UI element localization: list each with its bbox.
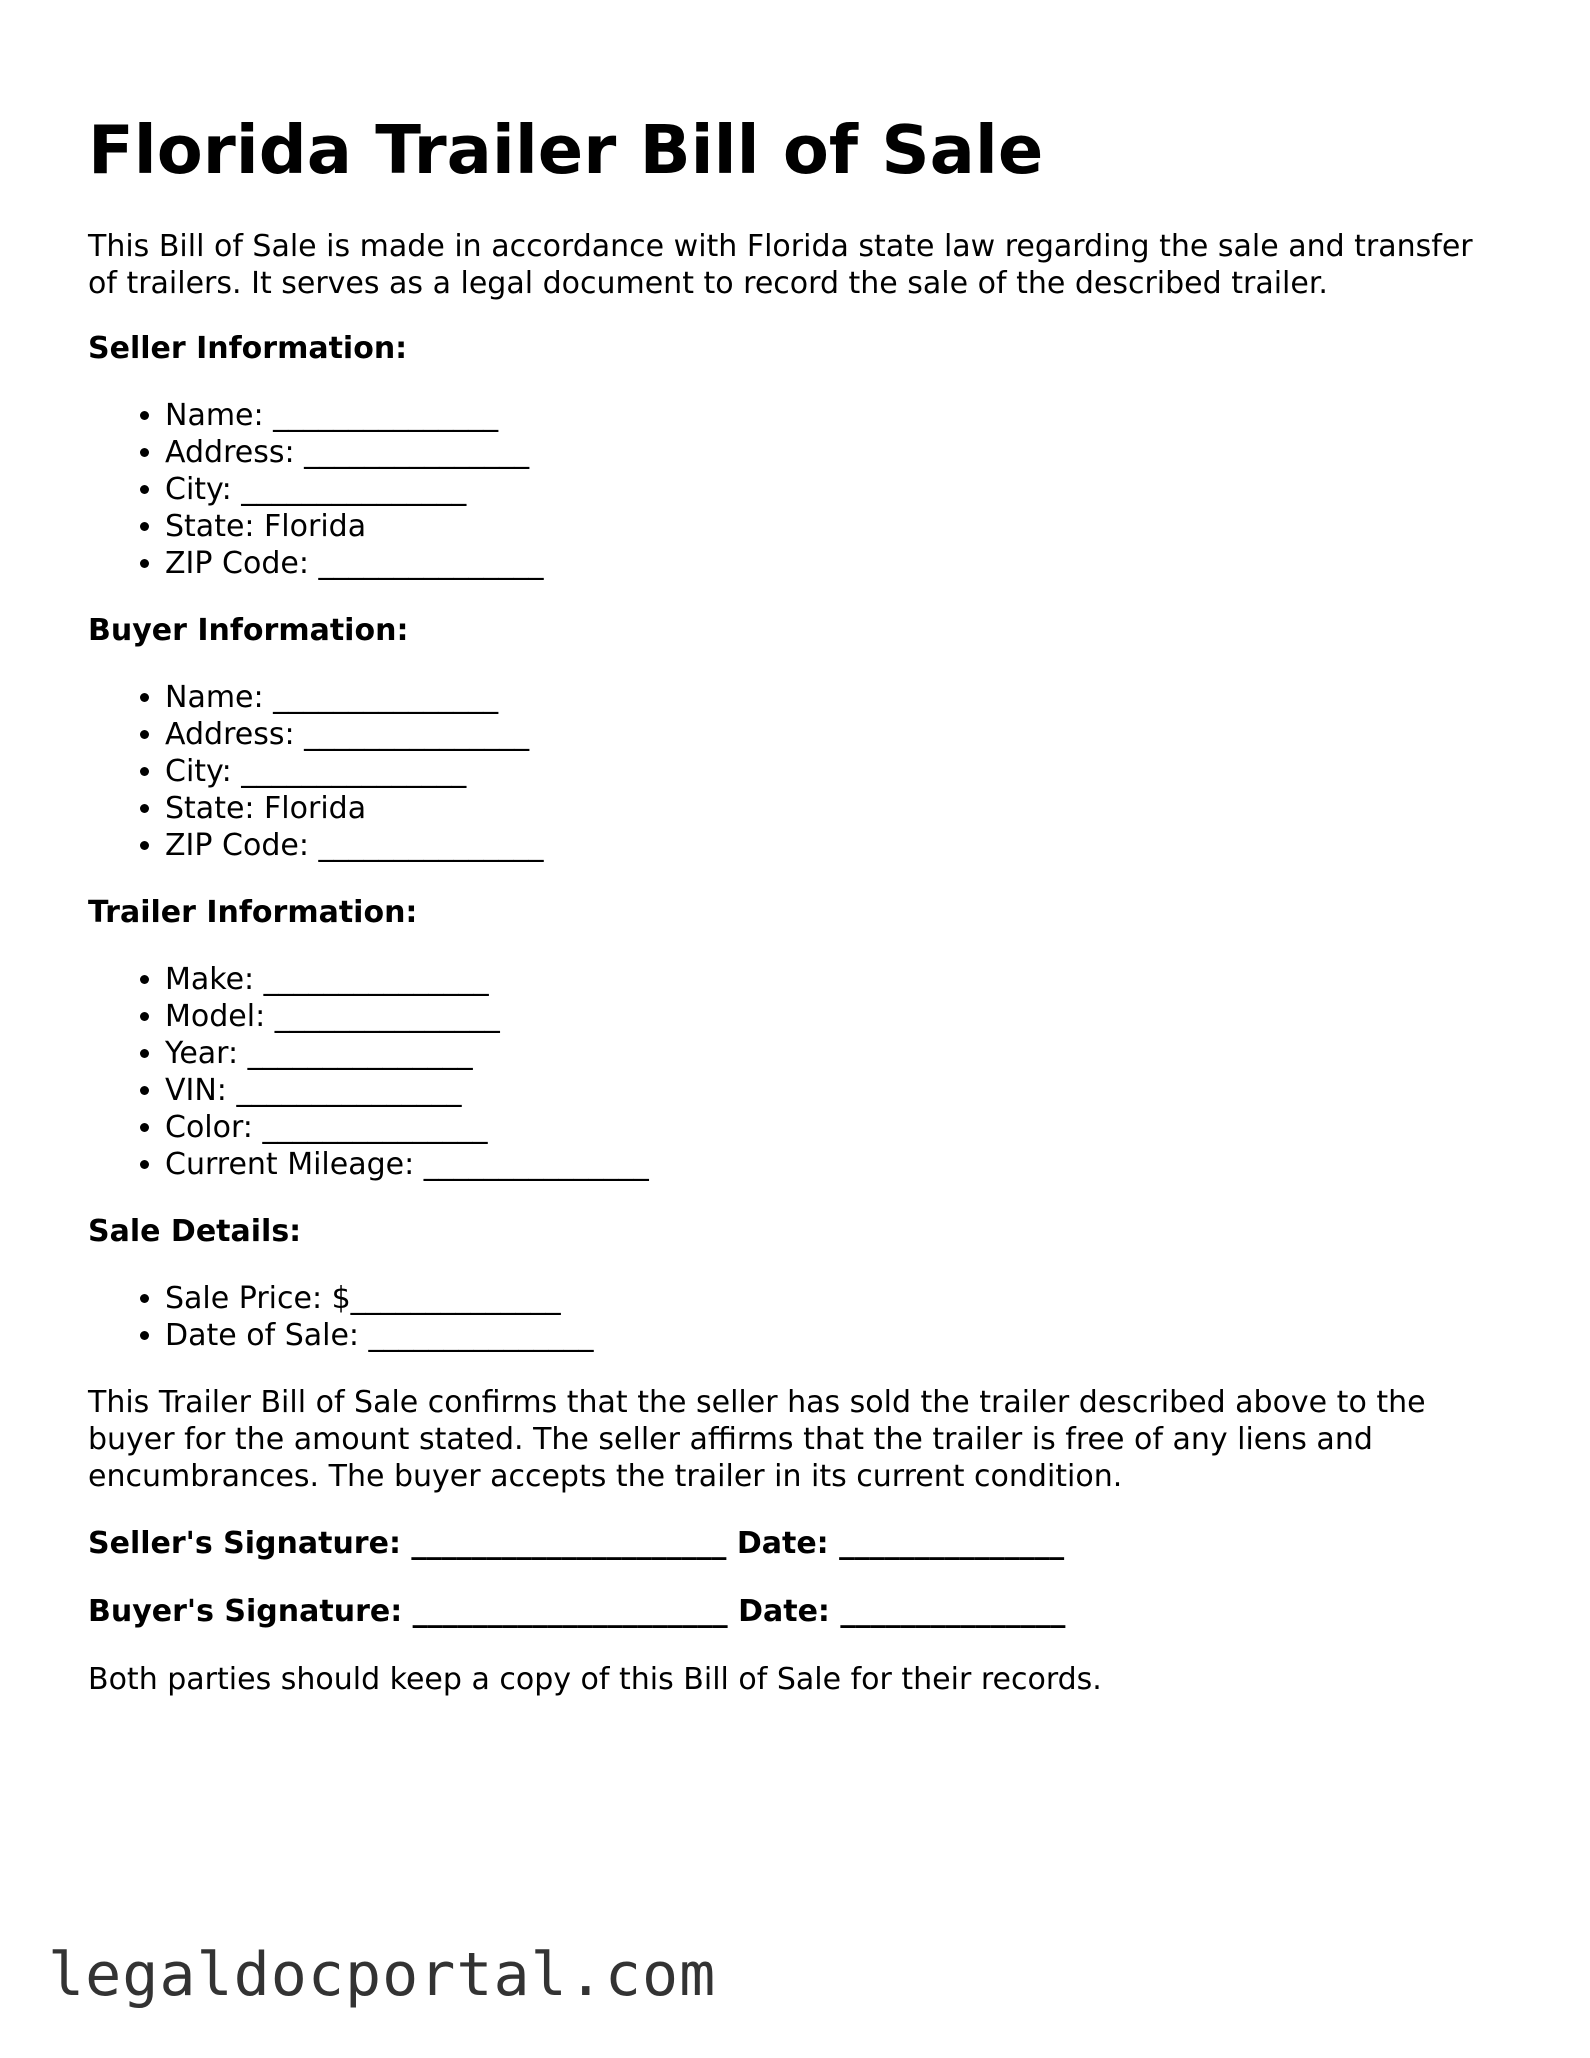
trailer-color-item: • Color: _______________: [165, 1109, 1508, 1146]
buyer-state-item: • State: Florida: [165, 790, 1508, 827]
seller-city-item: • City: _______________: [165, 471, 1508, 508]
trailer-make-item: • Make: _______________: [165, 961, 1508, 998]
seller-section-heading: Seller Information:: [88, 331, 408, 366]
seller-name-item: • Name: _______________: [165, 397, 1508, 434]
trailer-year-item: • Year: _______________: [165, 1035, 1508, 1072]
buyer-info-list: [88, 679, 1508, 864]
page-title: Florida Trailer Bill of Sale: [88, 111, 1044, 189]
trailer-vin-item: • VIN: _______________: [165, 1072, 1508, 1109]
buyer-name-item: • Name: _______________: [165, 679, 1508, 716]
seller-state-item: • State: Florida: [165, 508, 1508, 545]
sale-date-item: • Date of Sale: _______________: [165, 1317, 1508, 1354]
document-page: [88, 108, 1508, 1698]
buyer-city-item: • City: _______________: [165, 753, 1508, 790]
trailer-info-list: [88, 961, 1508, 1183]
buyer-signature-line: Buyer's Signature: _____________________ Date: _______________: [88, 1594, 1066, 1629]
buyer-section-heading: Buyer Information:: [88, 613, 409, 648]
footer-note: Both parties should keep a copy of this Bill of Sale for their records.: [88, 1662, 1102, 1697]
buyer-zip-item: • ZIP Code: _______________: [165, 827, 1508, 864]
sale-price-item: • Sale Price: $______________: [165, 1280, 1508, 1317]
watermark-logo: legaldocportal.com: [48, 1940, 717, 2010]
seller-address-item: • Address: _______________: [165, 434, 1508, 471]
trailer-model-item: • Model: _______________: [165, 998, 1508, 1035]
sale-section-heading: Sale Details:: [88, 1214, 302, 1249]
buyer-address-item: • Address: _______________: [165, 716, 1508, 753]
seller-signature-line: Seller's Signature: _____________________ Date: _______________: [88, 1526, 1065, 1561]
sale-details-list: [88, 1280, 1508, 1354]
intro-paragraph: This Bill of Sale is made in accordance with Florida state law regarding the sale and transfer of trailers. It serves as a legal document to record the sale of the described trailer.: [88, 229, 1473, 301]
seller-info-list: [88, 397, 1508, 582]
trailer-section-heading: Trailer Information:: [88, 895, 418, 930]
seller-zip-item: • ZIP Code: _______________: [165, 545, 1508, 582]
trailer-mileage-item: • Current Mileage: _______________: [165, 1146, 1508, 1183]
confirmation-paragraph: This Trailer Bill of Sale confirms that the seller has sold the trailer described above to the buyer for the amount stated. The seller affirms that the trailer is free of any liens and encumbrances. The buyer accepts the trailer in its current condition.: [88, 1385, 1426, 1494]
